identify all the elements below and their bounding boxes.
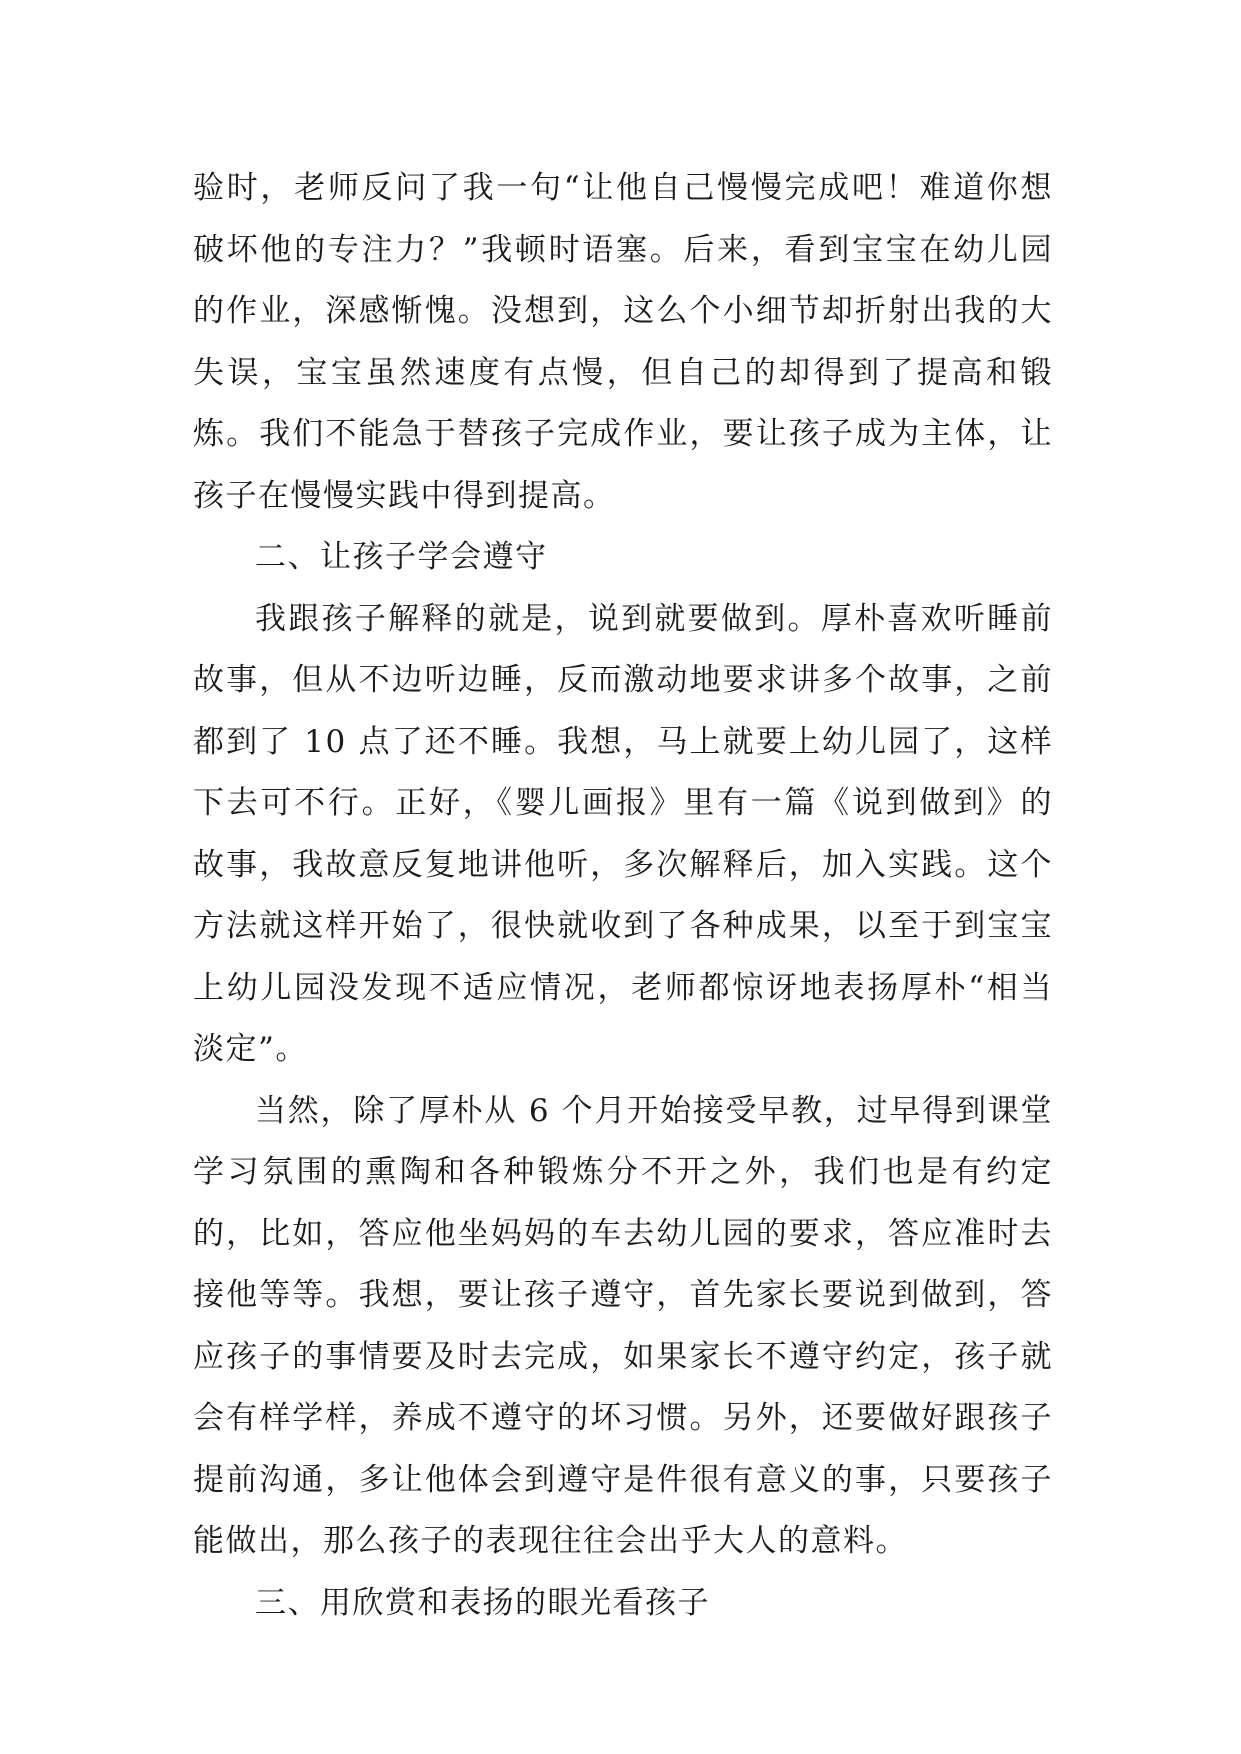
paragraph-agreements: 当然，除了厚朴从 6 个月开始接受早教，过早得到课堂学习氛围的熏陶和各种锻炼分不开之外，我们也是有约定的，比如，答应他坐妈妈的车去幼儿园的要求，答应准时去接他等等。我想，要让孩子遵守，首先家长要说到做到，答应孩子的事情要及时去完成，如果家长不遵守约定，孩子就会有样学样，养成不遵守的坏习惯。另外，还要做好跟孩子提前沟通，多让他体会到遵守是件很有意义的事，只要孩子能做出，那么孩子的表现往往会出乎大人的意料。 [193,1092,1053,1559]
document-body [193,158,1053,1634]
section-heading-2: 二、让孩子学会遵守 [255,539,548,575]
paragraph-continued: 验时，老师反问了我一句“让他自己慢慢完成吧！难道你想破坏他的专注力？”我顿时语塞。后来，看到宝宝在幼儿园的作业，深感惭愧。没想到，这么个小细节却折射出我的大失误，宝宝虽然速度有点慢，但自己的却得到了提高和锻炼。我们不能急于替孩子完成作业，要让孩子成为主体，让孩子在慢慢实践中得到提高。 [193,170,1053,514]
paragraph-keep-promises: 我跟孩子解释的就是，说到就要做到。厚朴喜欢听睡前故事，但从不边听边睡，反而激动地要求讲多个故事，之前都到了 10 点了还不睡。我想，马上就要上幼儿园了，这样下去可不行。正好，《婴儿画报》里有一篇《说到做到》的故事，我故意反复地讲他听，多次解释后，加入实践。这个方法就这样开始了，很快就收到了各种成果，以至于到宝宝上幼儿园没发现不适应情况，老师都惊讶地表扬厚朴“相当淡定”。 [193,600,1053,1067]
section-heading-3: 三、用欣赏和表扬的眼光看孩子 [255,1584,710,1621]
